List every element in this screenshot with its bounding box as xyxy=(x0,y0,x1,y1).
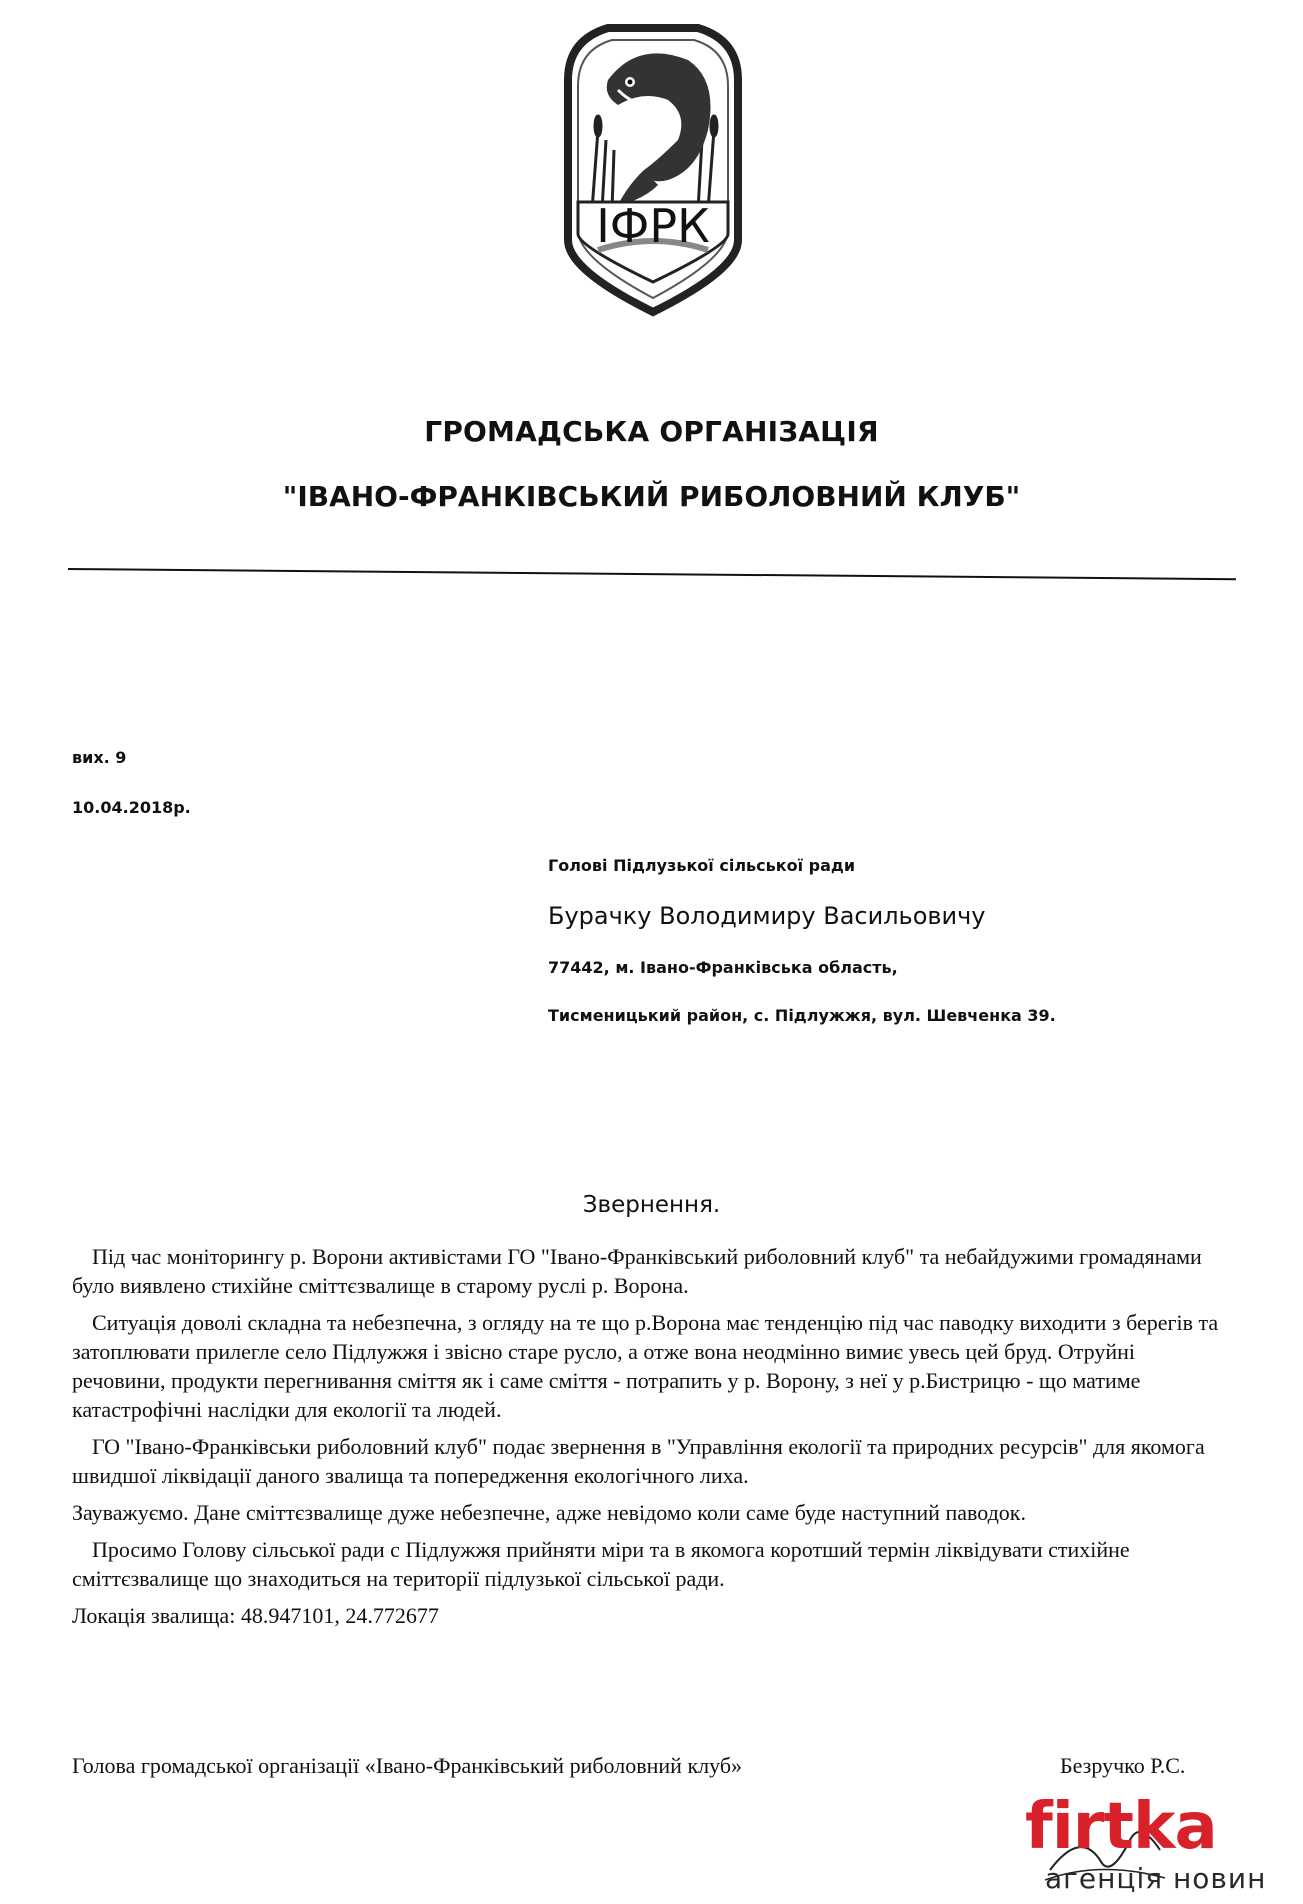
letter-date: 10.04.2018р. xyxy=(72,798,191,817)
appeal-paragraph: Під час моніторингу р. Ворони активістами ГО "Івано-Франківський риболовний клуб" та небайдужими громадянами було виявлено стихійне сміттєзвалище в старому руслі р. Ворона. xyxy=(72,1244,1202,1298)
signature-line: Голова громадської організації «Івано-Франківський риболовний клуб» xyxy=(72,1753,743,1778)
appeal-body xyxy=(72,1242,1232,1638)
org-type: ГРОМАДСЬКА ОРГАНІЗАЦІЯ xyxy=(424,415,879,448)
appeal-title: Звернення. xyxy=(582,1192,721,1218)
appeal-paragraph: Ситуація доволі складна та небезпечна, з огляду на те що р.Ворона має тенденцію під час паводку виходити з берегів та затоплювати прилегле село Підлужжя і звісно старе русло, а отже вона неодмінно вимиє увесь цей бруд. Отруйні речовини, продукти перегнивання сміття як і саме сміття - потрапить у р. Ворону, з неї у р.Бистрицю - що матиме катастрофічні наслідки для екології та людей. xyxy=(72,1310,1219,1422)
org-name: "ІВАНО-ФРАНКІВСЬКИЙ РИБОЛОВНИЙ КЛУБ" xyxy=(282,480,1021,513)
signer-name: Безручко Р.С. xyxy=(1060,1753,1186,1778)
appeal-paragraph: Зауважуємо. Дане сміттєзвалище дуже небезпечне, адже невідомо коли саме буде наступний паводок. xyxy=(72,1500,1026,1525)
address-line-2: Тисменицький район, с. Підлужжя, вул. Шевченка 39. xyxy=(548,1006,1056,1025)
club-logo xyxy=(548,20,758,320)
addressee-position: Голові Підлузької сільської ради xyxy=(548,856,856,875)
watermark-subtitle: агенція новин xyxy=(1045,1862,1267,1895)
addressee-name: Бурачку Володимиру Васильовичу xyxy=(548,902,986,930)
watermark-brand: firtka xyxy=(1025,1790,1217,1864)
appeal-paragraph: ГО "Івано-Франківськи риболовний клуб" подає звернення в "Управління екології та природних ресурсів" для якомога швидшої ліквідації даного звалища та попередження екологічного лиха. xyxy=(72,1434,1205,1488)
logo-text: ІФРК xyxy=(596,199,710,253)
header-divider xyxy=(68,568,1236,580)
appeal-paragraph: Просимо Голову сільської ради с Підлужжя прийняти міри та в якомога коротший термін ліквідувати стихійне сміттєзвалище що знаходиться на території підлузької сільської ради. xyxy=(72,1537,1130,1591)
dump-location: Локація звалища: 48.947101, 24.772677 xyxy=(72,1603,439,1628)
news-agency-watermark xyxy=(1025,1790,1295,1900)
address-line-1: 77442, м. Івано-Франківська область, xyxy=(548,958,898,977)
outgoing-number: вих. 9 xyxy=(72,748,127,767)
